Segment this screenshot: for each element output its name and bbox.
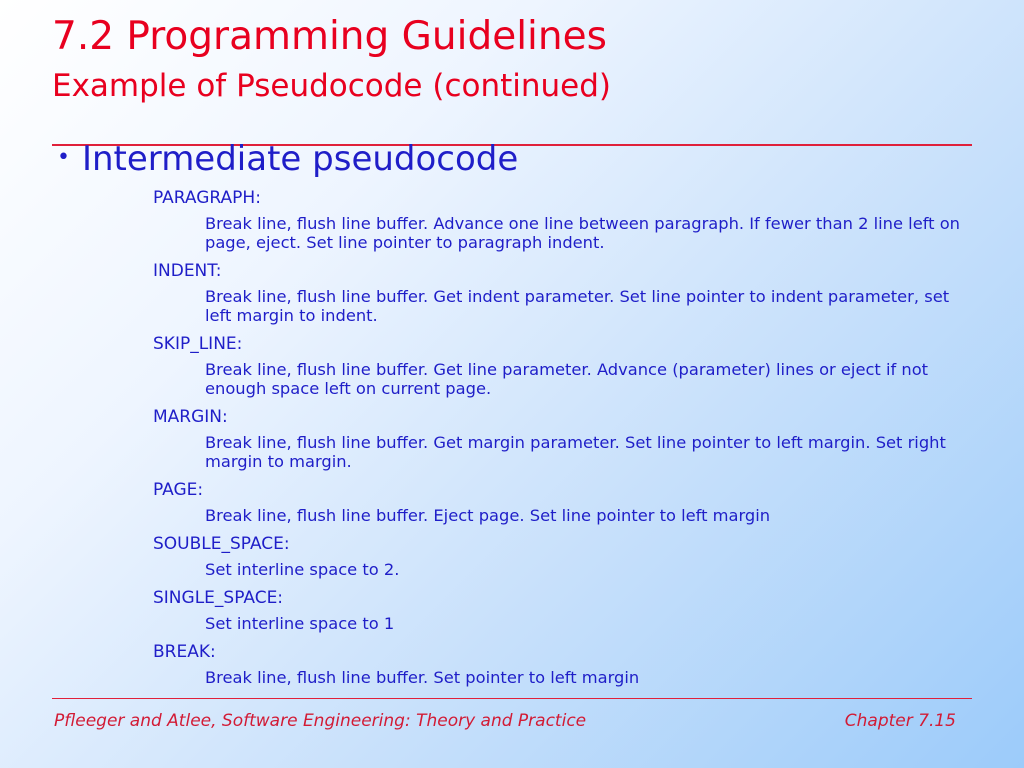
pseudocode-entry-indent xyxy=(153,259,973,325)
entry-description: Break line, flush line buffer. Advance one line between paragraph. If fewer than 2 line left on page, eject. Set line pointer to paragraph indent. xyxy=(205,214,960,252)
pseudocode-list xyxy=(153,186,973,694)
bullet-icon: • xyxy=(57,145,70,170)
bottom-divider xyxy=(52,698,972,699)
entry-label: SINGLE_SPACE: xyxy=(153,588,284,608)
pseudocode-entry-margin xyxy=(153,405,973,471)
entry-label: INDENT: xyxy=(153,261,222,281)
pseudocode-entry-break xyxy=(153,640,973,687)
heading-text: Intermediate pseudocode xyxy=(81,139,519,179)
entry-label: PAGE: xyxy=(153,480,204,500)
pseudocode-entry-page xyxy=(153,478,973,525)
entry-label: SKIP_LINE: xyxy=(153,334,243,354)
entry-description: Set interline space to 2. xyxy=(205,560,400,579)
pseudocode-entry-single-space xyxy=(153,586,973,633)
entry-label: MARGIN: xyxy=(153,407,228,427)
entry-description: Break line, flush line buffer. Eject page. Set line pointer to left margin xyxy=(205,506,771,525)
entry-description: Break line, flush line buffer. Get indent parameter. Set line pointer to indent parameter, set left margin to indent. xyxy=(205,287,950,325)
entry-description: Break line, flush line buffer. Get margin parameter. Set line pointer to left margin. Set right margin to margin. xyxy=(205,433,946,471)
pseudocode-entry-paragraph xyxy=(153,186,973,252)
entry-description: Break line, flush line buffer. Get line parameter. Advance (parameter) lines or eject if not enough space left on current page. xyxy=(205,360,929,398)
footer-citation: Pfleeger and Atlee, Software Engineering: Theory and Practice xyxy=(54,711,587,731)
slide-subtitle: Example of Pseudocode (continued) xyxy=(52,68,612,104)
entry-label: BREAK: xyxy=(153,642,216,662)
entry-label: PARAGRAPH: xyxy=(153,188,261,208)
intermediate-pseudocode-heading xyxy=(57,138,518,180)
entry-label: SOUBLE_SPACE: xyxy=(153,534,290,554)
pseudocode-entry-skip-line xyxy=(153,332,973,398)
footer-page-number: Chapter 7.15 xyxy=(844,711,956,731)
entry-description: Break line, flush line buffer. Set pointer to left margin xyxy=(205,668,640,687)
pseudocode-entry-souble-space xyxy=(153,532,973,579)
slide-title: 7.2 Programming Guidelines xyxy=(52,14,607,59)
entry-description: Set interline space to 1 xyxy=(205,614,395,633)
